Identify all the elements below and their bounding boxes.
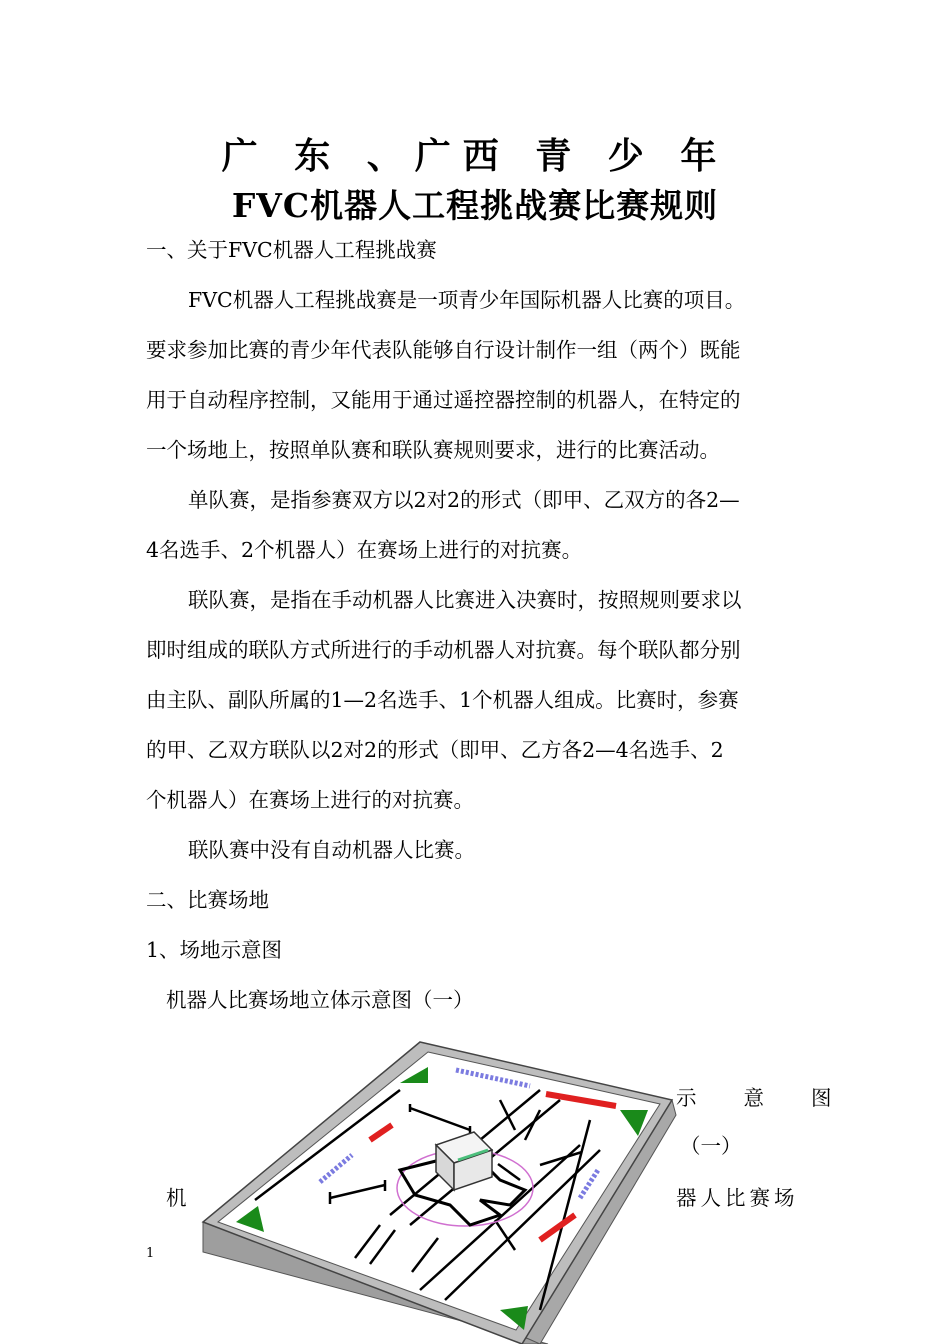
paragraph-1-line-4: 一个场地上，按照单队赛和联队赛规则要求，进行的比赛活动。 <box>146 438 720 462</box>
paragraph-1-line-1: FVC机器人工程挑战赛是一项青少年国际机器人比赛的项目。 <box>188 288 746 312</box>
paragraph-1-line-3: 用于自动程序控制，又能用于通过遥控器控制的机器人，在特定的 <box>146 388 741 412</box>
paragraph-2-line-1: 单队赛，是指参赛双方以2对2的形式（即甲、乙双方的各2— <box>188 488 740 512</box>
paragraph-3-line-5: 个机器人）在赛场上进行的对抗赛。 <box>146 788 474 812</box>
section-1-heading: 一、关于FVC机器人工程挑战赛 <box>146 238 437 262</box>
page-number: 1 <box>146 1246 155 1261</box>
paragraph-2-line-2: 4名选手、2个机器人）在赛场上进行的对抗赛。 <box>146 538 583 562</box>
side-text-right-1: 示 意 图 <box>676 1086 834 1110</box>
paragraph-3-line-1: 联队赛，是指在手动机器人比赛进入决赛时，按照规则要求以 <box>188 588 742 612</box>
paragraph-4: 联队赛中没有自动机器人比赛。 <box>188 838 475 862</box>
side-text-right-2: （一） <box>680 1134 742 1158</box>
paragraph-3-line-2: 即时组成的联队方式所进行的手动机器人对抗赛。每个联队都分别 <box>146 638 741 662</box>
title-line-2: FVC机器人工程挑战赛比赛规则 <box>231 186 719 225</box>
paragraph-3-line-4: 的甲、乙双方联队以2对2的形式（即甲、乙方各2—4名选手、2 <box>146 738 724 762</box>
side-text-right-3: 器人比赛场 <box>676 1186 799 1210</box>
paragraph-3-line-3: 由主队、副队所属的1—2名选手、1个机器人组成。比赛时，参赛 <box>146 688 739 712</box>
arena-illustration <box>195 1035 680 1344</box>
subsection-1-heading: 1、场地示意图 <box>146 938 283 962</box>
arena-floor <box>218 1052 660 1330</box>
title-line-1: 广 东 、广西 青 少 年 <box>221 135 729 177</box>
side-text-left: 机 <box>166 1186 187 1210</box>
paragraph-1-line-2: 要求参加比赛的青少年代表队能够自行设计制作一组（两个）既能 <box>146 338 741 362</box>
figure-caption: 机器人比赛场地立体示意图（一） <box>166 988 474 1012</box>
section-2-heading: 二、比赛场地 <box>146 888 269 912</box>
